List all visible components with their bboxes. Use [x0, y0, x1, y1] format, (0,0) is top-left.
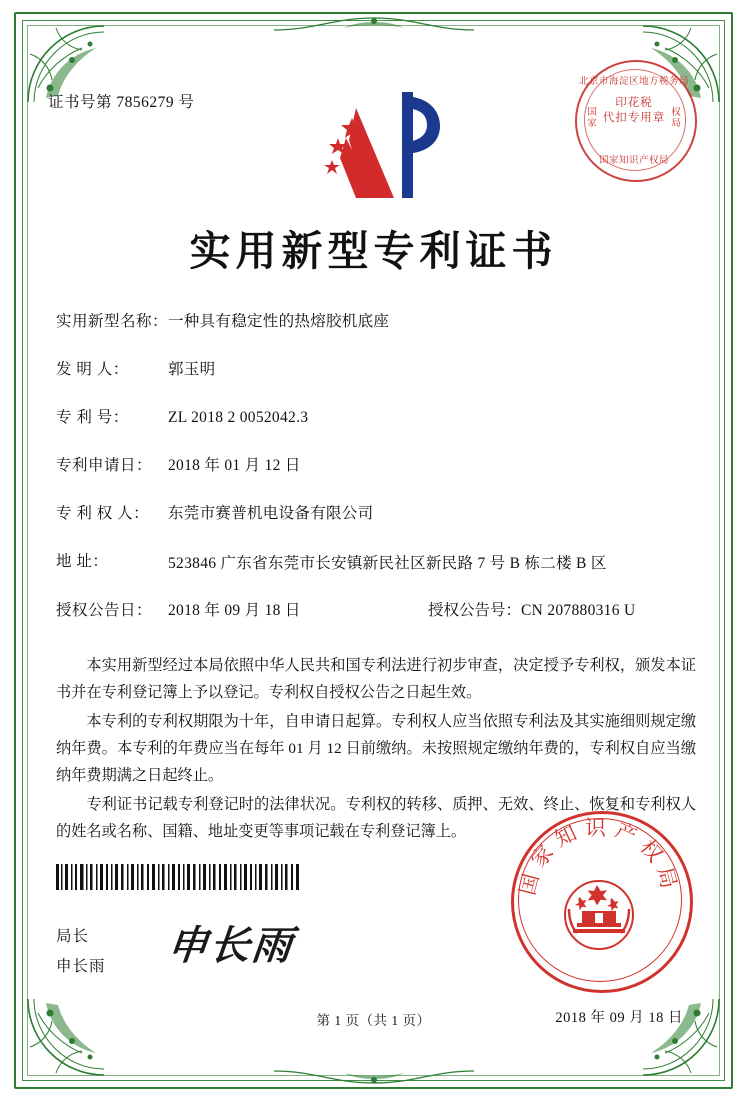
seal-artwork-icon	[511, 811, 687, 987]
field-label: 专 利 权 人：	[56, 505, 150, 522]
field-value: 一种具有稳定性的热熔胶机底座	[168, 313, 390, 330]
field-label-secondary: 授权公告号：	[428, 602, 522, 619]
field-list	[56, 310, 699, 647]
field-label: 专 利 号：	[56, 409, 129, 426]
signature-name: 申长雨	[56, 958, 106, 975]
legal-paragraph: 专利证书记载专利登记时的法律状况。专利权的转移、质押、无效、终止、恢复和专利权人的姓名或名称、国籍、地址变更等事项记载在专利登记簿上。	[56, 796, 696, 840]
field-row-invention-name	[56, 310, 699, 336]
tax-stamp-line2: 代扣专用章	[602, 112, 666, 124]
legal-paragraph: 本实用新型经过本局依照中华人民共和国专利法进行初步审查，决定授予专利权，颁发本证书并在专利登记簿上予以登记。专利权自授权公告之日起生效。	[56, 657, 696, 701]
field-row-address	[56, 550, 699, 577]
tax-stamp-side-left: 国家	[587, 108, 597, 129]
field-row-patent-number	[56, 406, 699, 432]
field-value: 523846 广东省东莞市长安镇新民社区新民路 7 号 B 栋二楼 B 区	[168, 555, 607, 572]
signature-role: 局长	[56, 928, 90, 945]
field-value: 2018 年 09 月 18 日	[168, 602, 301, 619]
official-seal	[511, 811, 687, 987]
tax-stamp-center-text	[575, 96, 693, 126]
field-label: 地 址：	[56, 553, 109, 570]
certificate-content	[48, 52, 699, 1049]
tax-stamp-arc-bottom: 国家知识产权局	[598, 156, 669, 166]
handwritten-signature: 申长雨	[165, 922, 297, 969]
field-label: 专利申请日：	[56, 457, 153, 474]
legal-paragraph: 本专利的专利权期限为十年，自申请日起算。专利权人应当依照专利法及其实施细则规定缴纳年费。本专利的年费应当在每年 01 月 12 日前缴纳。未按照规定缴纳年费的，专利权自应当缴纳年费期满之日起终止。	[56, 713, 696, 784]
field-label: 实用新型名称：	[56, 313, 169, 330]
tax-stamp-arc-top: 北京市海淀区地方税务局	[578, 77, 689, 87]
tax-stamp-line1: 印花税	[615, 97, 653, 109]
cnipa-logo-icon	[316, 80, 446, 210]
field-value-secondary: CN 207880316 U	[521, 602, 636, 619]
field-row-application-date	[56, 454, 699, 480]
page-footer: 第 1 页（共 1 页）	[316, 1013, 431, 1028]
page-title: 实用新型专利证书	[189, 227, 558, 275]
grant-number-label	[428, 599, 635, 623]
field-value: 2018 年 01 月 12 日	[168, 457, 301, 474]
bottom-edge-ornament-icon	[274, 1050, 474, 1089]
svg-text:国家知识产权局: 国家知识产权局	[515, 816, 683, 898]
field-value: ZL 2018 2 0052042.3	[168, 409, 309, 426]
field-row-patentee	[56, 502, 699, 528]
field-value: 郭玉明	[168, 361, 216, 378]
field-value: 东莞市赛普机电设备有限公司	[168, 505, 374, 522]
field-row-grant-announcement	[56, 599, 699, 625]
certificate-number: 证书号第 7856279 号	[48, 94, 195, 111]
seal-date: 2018 年 09 月 18 日	[555, 1010, 683, 1026]
tax-stamp-side-right: 权局	[671, 108, 681, 129]
barcode	[56, 864, 304, 890]
field-label: 发 明 人：	[56, 361, 129, 378]
field-row-inventor	[56, 358, 699, 384]
field-label: 授权公告日：	[56, 602, 153, 619]
tax-stamp	[575, 60, 693, 178]
top-edge-ornament-icon	[274, 12, 474, 51]
signature-block	[56, 922, 106, 982]
